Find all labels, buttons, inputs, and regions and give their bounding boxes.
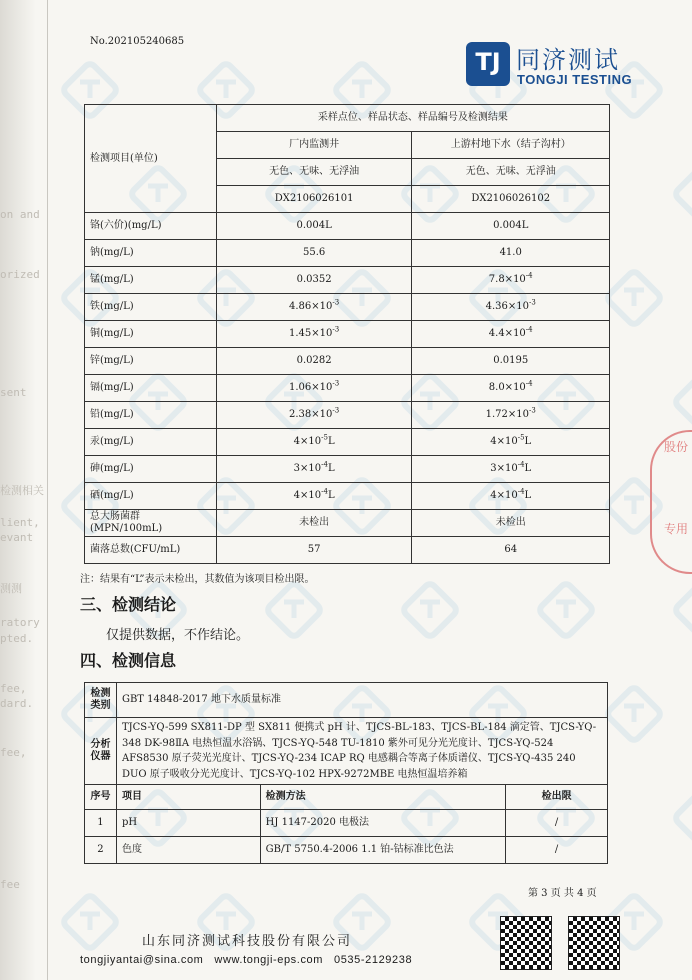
result-value xyxy=(216,456,412,483)
result-value xyxy=(216,429,412,456)
bleed-text: evant xyxy=(0,531,34,544)
result-value xyxy=(412,240,610,267)
stamp-text: 专用 xyxy=(664,522,689,536)
value-exponent: -3 xyxy=(332,298,340,307)
test-item: 铜(mg/L) xyxy=(85,321,217,348)
section3-heading: 三、检测结论 xyxy=(80,595,177,614)
bleed-text: sent xyxy=(0,386,27,399)
test-item: 锰(mg/L) xyxy=(85,267,217,294)
site-name: 上游村地下水（结子沟村） xyxy=(412,132,610,159)
page-number: 第 3 页 共 4 页 xyxy=(528,888,597,899)
result-row xyxy=(85,348,610,375)
result-value xyxy=(412,267,610,294)
value-exponent: -4 xyxy=(517,487,525,496)
test-item: 铁(mg/L) xyxy=(85,294,217,321)
footer-website: www.tongji-eps.com xyxy=(214,954,324,966)
result-value xyxy=(412,402,610,429)
result-row xyxy=(85,267,610,294)
result-value xyxy=(216,213,412,240)
test-item: 铅(mg/L) xyxy=(85,402,217,429)
bleed-text: dard. xyxy=(0,697,34,710)
value-suffix: L xyxy=(524,463,532,474)
watermark-logo-icon xyxy=(606,270,663,327)
value-base: 0.004L xyxy=(296,220,332,231)
footer-company-name: 山东同济测试科技股份有限公司 xyxy=(142,934,353,949)
value-exponent: -5 xyxy=(517,433,525,442)
result-value xyxy=(216,510,412,537)
value-suffix: L xyxy=(327,463,335,474)
bleed-text: lient, xyxy=(0,516,40,529)
value-base: 3×10 xyxy=(490,463,518,474)
watermark-logo-icon xyxy=(606,686,663,743)
method-row-item: pH xyxy=(116,810,260,837)
value-base: 4×10 xyxy=(490,436,518,447)
watermark-logo-icon xyxy=(402,582,459,639)
value-exponent: -4 xyxy=(517,460,525,469)
test-item: 总大肠菌群(MPN/100mL) xyxy=(85,510,217,537)
value-base: 41.0 xyxy=(499,247,522,258)
section4-heading: 四、检测信息 xyxy=(80,651,177,670)
results-group-header: 采样点位、样品状态、样品编号及检测结果 xyxy=(216,105,609,132)
result-value xyxy=(412,348,610,375)
result-value xyxy=(412,294,610,321)
method-row-no: 1 xyxy=(85,810,117,837)
value-base: 3×10 xyxy=(293,463,322,474)
result-row xyxy=(85,537,610,564)
value-exponent: -3 xyxy=(332,379,340,388)
footer-phone: 0535-2129238 xyxy=(334,954,413,966)
bleed-text: 测测 xyxy=(0,582,22,595)
result-value xyxy=(216,294,412,321)
report-number: No.202105240685 xyxy=(90,36,185,47)
result-value xyxy=(412,483,610,510)
value-exponent: -5 xyxy=(321,433,328,442)
test-info-table xyxy=(84,682,608,864)
value-suffix: L xyxy=(327,490,335,501)
sample-id: DX2106026102 xyxy=(412,186,610,213)
value-exponent: -4 xyxy=(525,271,533,280)
value-base: 1.06×10 xyxy=(289,382,333,393)
result-row xyxy=(85,213,610,240)
footer-contacts xyxy=(80,954,412,966)
watermark-logo-icon xyxy=(674,790,692,847)
bleed-text: fee xyxy=(0,878,20,891)
result-row xyxy=(85,321,610,348)
bleed-text: fee, xyxy=(0,682,27,695)
value-base: 55.6 xyxy=(302,247,326,258)
method-row-item: 色度 xyxy=(116,837,260,864)
footer-email: tongjiyantai@sina.com xyxy=(80,954,204,966)
result-value xyxy=(412,537,610,564)
logo-mark-icon xyxy=(466,42,510,86)
bleed-text: fee, xyxy=(0,746,27,759)
value-exponent: -3 xyxy=(332,325,340,334)
results-table xyxy=(84,104,610,564)
logo-english-name: TONGJI TESTING xyxy=(517,72,633,87)
value-base: 4.4×10 xyxy=(488,328,526,339)
watermark-logo-icon xyxy=(674,374,692,431)
value-exponent: -4 xyxy=(525,325,533,334)
result-value xyxy=(412,213,610,240)
result-value xyxy=(216,348,412,375)
result-value xyxy=(216,267,412,294)
test-item: 砷(mg/L) xyxy=(85,456,217,483)
result-row xyxy=(85,240,610,267)
result-row xyxy=(85,429,610,456)
value-exponent: -4 xyxy=(321,487,328,496)
value-base: 2.38×10 xyxy=(289,409,333,420)
method-row-limit: / xyxy=(506,837,608,864)
qr-code-icon xyxy=(568,916,620,970)
sample-state: 无色、无味、无浮油 xyxy=(216,159,412,186)
value-suffix: L xyxy=(524,490,532,501)
value-base: 未检出 xyxy=(299,517,330,528)
result-value xyxy=(412,321,610,348)
column-header: 序号 xyxy=(85,785,117,810)
test-item: 菌落总数(CFU/mL) xyxy=(85,537,217,564)
results-note: 注：结果有“L”表示未检出，其数值为该项目检出限。 xyxy=(80,574,315,585)
result-row xyxy=(85,483,610,510)
result-value xyxy=(412,510,610,537)
sample-state: 无色、无味、无浮油 xyxy=(412,159,610,186)
bleed-text: orized xyxy=(0,268,40,281)
watermark-logo-icon xyxy=(674,166,692,223)
result-row xyxy=(85,456,610,483)
value-base: 1.45×10 xyxy=(289,328,333,339)
bleed-text: pted. xyxy=(0,632,34,645)
site-name: 厂内监测井 xyxy=(216,132,412,159)
result-value xyxy=(216,240,412,267)
result-row xyxy=(85,294,610,321)
value-exponent: -3 xyxy=(332,406,340,415)
logo-mark-text: TJ xyxy=(475,48,501,76)
test-item: 硒(mg/L) xyxy=(85,483,217,510)
value-base: 4.86×10 xyxy=(289,301,333,312)
result-value xyxy=(216,402,412,429)
conclusion-text: 仅提供数据，不作结论。 xyxy=(106,628,250,643)
qr-code-icon xyxy=(500,916,552,970)
value-base: 4×10 xyxy=(293,490,322,501)
logo-chinese-name: 同济测试 xyxy=(516,46,620,74)
result-row xyxy=(85,510,610,537)
instrument-label: 分析仪器 xyxy=(85,718,117,785)
bleed-text: 检测相关 xyxy=(0,484,44,497)
test-item: 钠(mg/L) xyxy=(85,240,217,267)
result-value xyxy=(412,429,610,456)
company-logo xyxy=(466,40,646,90)
value-base: 0.0352 xyxy=(296,274,332,285)
result-value xyxy=(216,537,412,564)
value-base: 0.004L xyxy=(493,220,529,231)
method-row-method: HJ 1147-2020 电极法 xyxy=(260,810,506,837)
test-item: 镉(mg/L) xyxy=(85,375,217,402)
result-value xyxy=(216,483,412,510)
result-row xyxy=(85,375,610,402)
result-row xyxy=(85,402,610,429)
result-value xyxy=(412,375,610,402)
method-row-no: 2 xyxy=(85,837,117,864)
item-column-header: 检测项目(单位) xyxy=(85,105,217,213)
column-header: 检测方法 xyxy=(260,785,506,810)
value-suffix: L xyxy=(524,436,532,447)
value-base: 7.8×10 xyxy=(488,274,526,285)
value-exponent: -4 xyxy=(525,379,533,388)
value-base: 57 xyxy=(307,544,321,555)
watermark-logo-icon xyxy=(62,894,119,951)
test-item: 锌(mg/L) xyxy=(85,348,217,375)
column-header: 项目 xyxy=(116,785,260,810)
value-base: 1.72×10 xyxy=(485,409,529,420)
test-item: 铬(六价)(mg/L) xyxy=(85,213,217,240)
value-base: 4×10 xyxy=(490,490,518,501)
method-row-limit: / xyxy=(506,810,608,837)
value-base: 4.36×10 xyxy=(485,301,529,312)
watermark-logo-icon xyxy=(538,582,595,639)
stamp-text: 股份 xyxy=(664,440,689,454)
test-item: 汞(mg/L) xyxy=(85,429,217,456)
column-header: 检出限 xyxy=(506,785,608,810)
watermark-logo-icon xyxy=(674,582,692,639)
result-value xyxy=(216,321,412,348)
bleed-text: on and xyxy=(0,208,40,221)
bleed-text: ratory xyxy=(0,616,40,629)
value-suffix: L xyxy=(327,436,335,447)
sample-id: DX2106026101 xyxy=(216,186,412,213)
value-base: 4×10 xyxy=(293,436,322,447)
category-value: GBT 14848-2017 地下水质量标准 xyxy=(116,683,607,718)
result-value xyxy=(216,375,412,402)
value-base: 0.0195 xyxy=(493,355,529,366)
value-base: 8.0×10 xyxy=(488,382,526,393)
value-base: 0.0282 xyxy=(296,355,332,366)
value-base: 64 xyxy=(504,544,518,555)
value-exponent: -3 xyxy=(528,298,536,307)
result-value xyxy=(412,456,610,483)
value-base: 未检出 xyxy=(495,517,526,528)
method-row-method: GB/T 5750.4-2006 1.1 铂-钴标准比色法 xyxy=(260,837,506,864)
watermark-logo-icon xyxy=(266,582,323,639)
category-label: 检测类别 xyxy=(85,683,117,718)
value-exponent: -3 xyxy=(528,406,536,415)
instrument-value: TJCS-YQ-599 SX811-DP 型 SX811 便携式 pH 计、TJCS-BL-183、TJCS-BL-184 滴定管、TJCS-YQ-348 DK-98ⅡA 电热恒温水浴锅、TJCS-YQ-548 TU-1810 紫外可见分光光度计、TJCS-YQ-524 AFS8530 原子荧光光度计、TJCS-YQ-234 ICAP RQ 电感耦合等离子体质谱仪、TJCS-YQ-435 240 DUO 原子吸收分光光度计、TJCS-YQ-102 HPX-9272MBE 电热恒温培养箱 xyxy=(116,718,607,785)
value-exponent: -4 xyxy=(321,460,328,469)
